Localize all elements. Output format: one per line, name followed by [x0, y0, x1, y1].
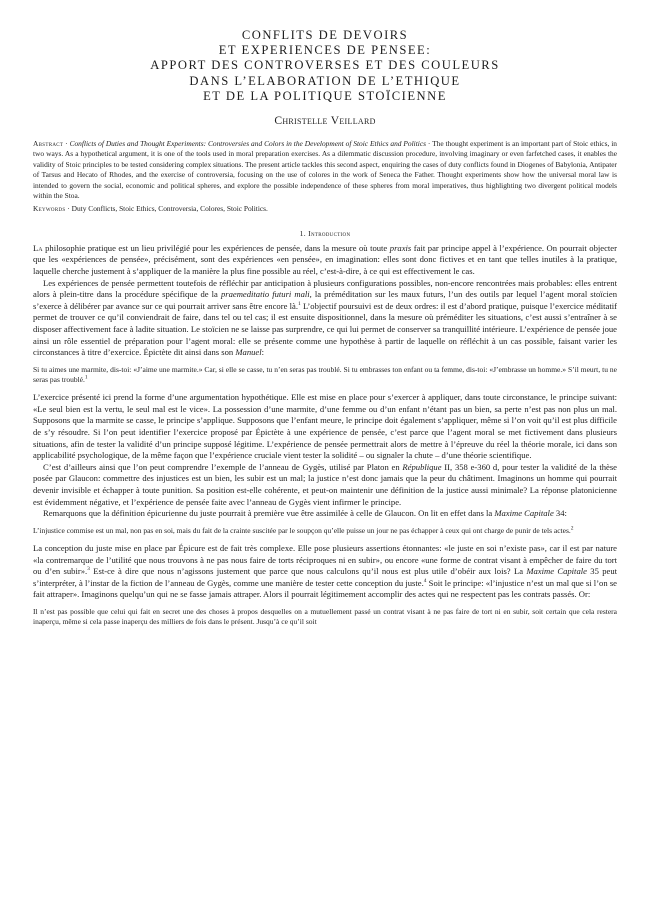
italic-term: praxis: [389, 242, 412, 253]
article-page: [33, 28, 617, 634]
text-run: L’objectif poursuivi est de deux ordres: il est d’abord pratique, puisque l’exercice méditatif permet de trouver ce qu’il conviendrait de faire, dans tel ou tel cas; il est ensuite dispositionnel, dans la mesure où préméditer les situations, c’est aussi s’entraîner à se disposer affectivement face à ladite situation. Le stoïcien ne se laisse pas surprendre, ce qui lui permet de conserver sa tranquillité intérieure. L’expérience de pensée joue ainsi un rôle essentiel de préparation pour l’agent moral: elle se présente comme une hypothèse à partir de laquelle on réfléchit à un cas possible, faisant varier les circonstances à titre d’exercice. Épictète dit ainsi dans son: [33, 300, 618, 358]
text-run: La conception du juste mise en place par Épicure est de fait très complexe. Elle pose plusieurs assertions étonnantes: «le juste en soi n’existe pas», car il est par nature «la contremarque de l’utilité que nous trouvons à ne pas nous faire de torts réciproques ni en subir», ou encore «une forme de contrat visant à empêcher de faire du tort ou d’en subir».: [33, 542, 617, 577]
author-name: Christelle Veillard: [274, 114, 376, 128]
text-run: 34:: [553, 508, 567, 519]
title-line: ET DE LA POLITIQUE STOÏCIENNE: [203, 88, 447, 103]
text-run: 35 peut s’interpréter, à l’instar de la fiction de l’anneau de Gygès, comme une manière de tester cette conception du juste.: [33, 566, 617, 588]
text-run: Remarquons que la définition épicurienne du juste pourrait à première vue être assimilée à celle de Glaucon. On lit en effet dans la: [43, 508, 495, 519]
paragraph-initial: La: [33, 242, 43, 253]
keywords-label: Keywords: [33, 204, 66, 214]
title-line: APPORT DES CONTROVERSES ET DES COULEURS: [150, 58, 500, 73]
abstract-english-title: Conflicts of Duties and Thought Experiments: Controversies and Colors in the Development of Stoic Ethics and Politics: [69, 139, 426, 149]
keywords-separator: ·: [65, 204, 72, 214]
text-run: Est-ce à dire que nous n’agissons justement que parce que nous calculons qu’il nous est plus utile d’obéir aux lois? La: [89, 566, 527, 577]
italic-term: République: [402, 461, 442, 472]
abstract-text: · The thought experiment is an important part of Stoic ethics, in two ways. As a hypothetical argument, it is one of the tools used in moral preparation exercises. As a dilemmatic discussion procedure, involving imaginary or even farfetched cases, it enables the validity of Stoic principles to be tested considering complex situations. The present article tackles this second aspect, enquiring the cases of duty conflicts found in Diogenes of Babylonia, Antipater of Tarsus and Hecato of Rhodes, and the exercise of controversia, focusing on the use of colores in the work of Seneca the Father. Thought experiments show how the universal moral law is intended to govern the social, economic and political spheres, and explore the possible independence of these spheres from moral imperatives, thus highlighting two divergent political models within the Stoa.: [33, 139, 617, 201]
paragraph-6: [33, 543, 617, 601]
italic-term: Maxime Capitale: [526, 566, 587, 577]
abstract: [33, 139, 617, 201]
quote-text: L’injustice commise est un mal, non pas en soi, mais du fait de la crainte suscitée par le soupçon qu’elle puisse un jour ne pas échapper à ceux qui ont charge de punir de tels actes.: [33, 525, 571, 535]
text-run: Soit le principe: «l’injustice n’est un mal que si l’on se fait attraper». Imaginons quelqu’un qui ne se fasse jamais attraper. Alors il pourrait légitimement accomplir des actes qui ne respectent pas les contrats passés. Or:: [33, 577, 617, 600]
block-quote-1: [33, 365, 617, 385]
text-run: fait par principe appel à l’expérience. On pourrait objecter que les «expériences de pensée», précisément, sont des expériences «en pensée», en imagination: elles sont donc fictives et en tant que telles inutiles à la pratique, laquelle cherche justement à s’appliquer de la manière la plus fine possible au réel, c’est-à-dire, à ce qui est effectivement le cas.: [33, 242, 617, 277]
paragraph-3: L’exercice présenté ici prend la forme d’une argumentation hypothétique. Elle est mise en place pour s’exercer à appliquer, dans toute circonstance, le principe suivant: «Le seul bien est la vertu, le seul mal est le vice». La possession d’une marmite, d’une femme ou d’un enfant n’étant pas un bien, sa perte n’est pas non plus un mal. Supposons que la marmite se casse, le principe s’applique. Supposons que l’enfant meure, le principe doit également s’appliquer, même si l’on voit qu’il est plus difficile de s’y résoudre. Si l’on peut identifier l’exercice proposé par Épictète à une expérience de pensée, c’est parce que l’agent moral se met fictivement dans plusieurs situations, afin de tester la validité d’un principe supposé légitime. L’expérience de pensée permettrait alors de mettre à l’épreuve du réel la théorie morale, ici dans son applicabilité psychologique, de la même façon que l’expérience cruciale vient tester la solidité – ou signaler la chute – d’une théorie scientifique.: [33, 392, 617, 461]
text-run: Les expériences de pensée permettent toutefois de réfléchir par anticipation à plusieurs configurations possibles, non-encore rencontrées mais probables: elles entrent alors à plein-titre dans la procédure spécifique de la: [33, 277, 617, 300]
text-run: :: [261, 347, 265, 358]
italic-term: Maxime Capitale: [494, 508, 554, 519]
block-quote-3: Il n’est pas possible que celui qui fait en secret une des choses à propos desquelles on a mutuellement passé un contrat visant à ne pas faire de tort ni en subir, soit certain que cela restera inaperçu, même si cela passe inaperçu des milliers de fois dans le présent. Jusqu’à ce qu’il soit: [33, 606, 617, 627]
text-run: , la préméditation sur les maux futurs, l’un des outils par lequel l’agent moral stoïcien s’exerce à délibérer par avance sur ce qui pourrait arriver sans être encore là.: [33, 289, 618, 311]
section-heading: 1. Introduction: [299, 228, 351, 238]
paragraph-2: [33, 278, 617, 359]
paragraph-1: [33, 243, 617, 278]
quote-text: Si tu aimes une marmite, dis-toi: «J’aime une marmite.» Car, si elle se casse, tu n’en seras pas troublé. Si tu embrasses ton enfant ou ta femme, dis-toi: «J’embrasse un homme.» S’il meurt, tu ne seras pas troublé.: [33, 364, 617, 384]
footnote-ref[interactable]: 1: [297, 300, 301, 307]
article-title: [33, 28, 617, 104]
title-line: CONFLITS DE DEVOIRS: [241, 28, 409, 42]
keywords: [33, 204, 617, 214]
footnote-ref[interactable]: 3: [87, 566, 90, 573]
text-run: philosophie pratique est un lieu privilégié pour les expériences de pensée, dans la mesure où toute: [42, 242, 390, 253]
abstract-separator: ·: [63, 139, 70, 149]
abstract-label: Abstract: [33, 139, 64, 149]
block-quote-2: [33, 526, 617, 536]
italic-term: praemeditatio futuri mali: [220, 289, 310, 300]
footnote-ref[interactable]: 1: [84, 374, 88, 381]
paragraph-5: [33, 508, 617, 520]
title-line: DANS L’ELABORATION DE L’ETHIQUE: [189, 73, 461, 88]
text-run: II, 358 e-360 d, pour tester la validité de la thèse posée par Glaucon: commettre des injustices est un bien, les subir est un mal; la justice n’est donc jamais que la peur du châtiment. Imaginons un homme qui pourrait devenir invisible et échapper à toute punition. Sa position est-elle cohérente, et peut-on maintenir une définition de la justice aussi minimale? La réponse platonicienne est évidemment négative, et l’expérience de pensée faite avec l’anneau de Gygès vient infirmer le principe.: [33, 461, 617, 507]
paragraph-4: [33, 462, 617, 508]
footnote-ref[interactable]: 2: [570, 525, 574, 532]
footnote-ref[interactable]: 4: [423, 577, 427, 584]
keywords-text: Duty Conflicts, Stoic Ethics, Controversia, Colores, Stoic Politics.: [71, 204, 268, 214]
italic-term: Manuel: [235, 347, 262, 358]
text-run: C’est d’ailleurs ainsi que l’on peut comprendre l’exemple de l’anneau de Gygès, utilisé par Platon en: [43, 461, 403, 472]
title-line: ET EXPERIENCES DE PENSEE:: [218, 43, 432, 58]
